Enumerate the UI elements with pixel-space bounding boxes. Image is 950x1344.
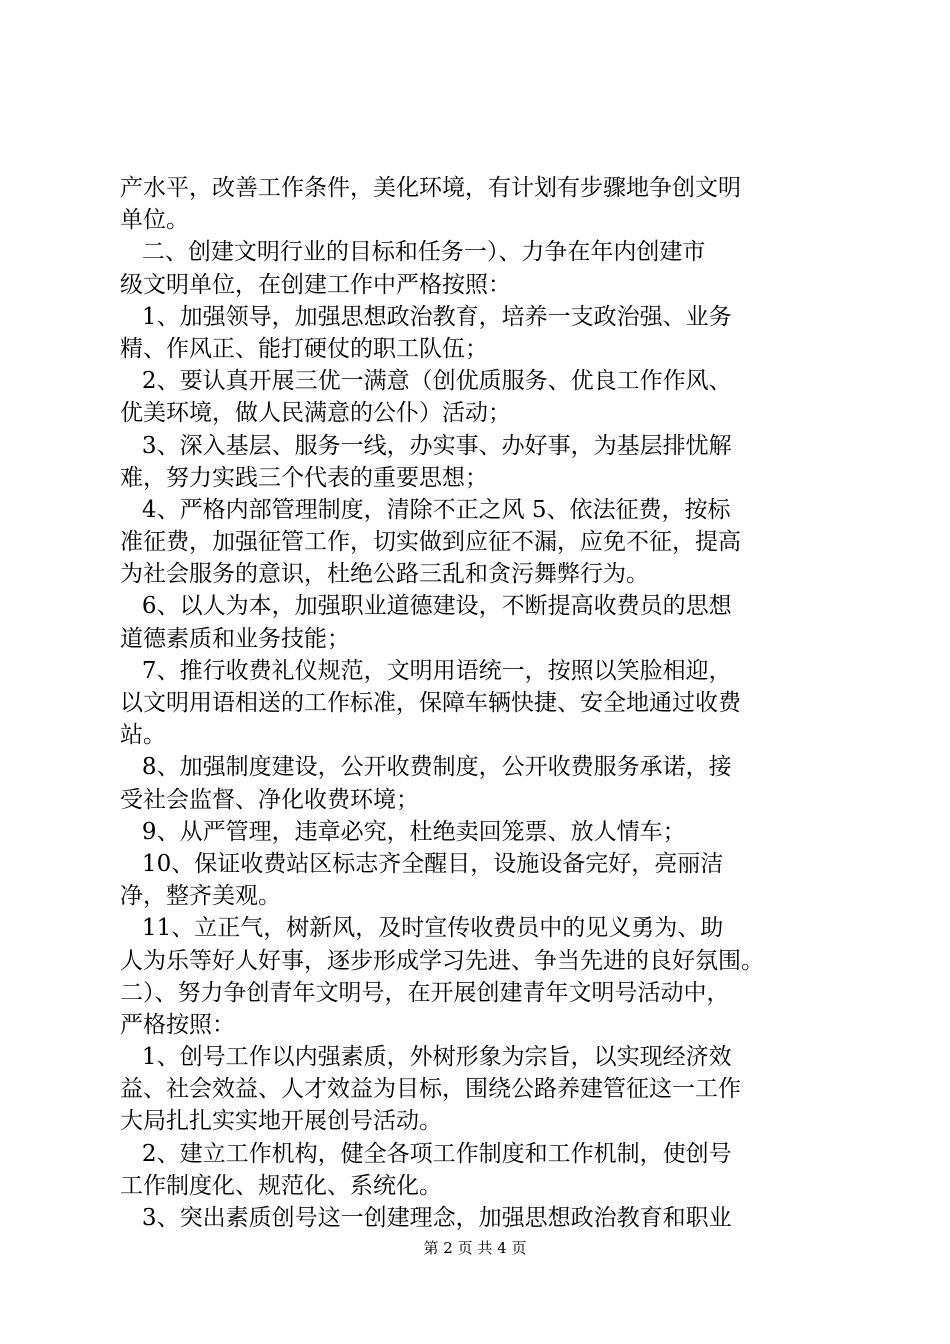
text-line: 净，整齐美观。 bbox=[120, 883, 281, 910]
text-line: 10、保证收费站区标志齐全醒目，设施设备完好，亮丽洁 bbox=[120, 850, 724, 877]
text-line: 1、加强领导，加强思想政治教育，培养一支政治强、业务 bbox=[120, 303, 732, 330]
text-line: 工作制度化、规范化、系统化。 bbox=[120, 1172, 442, 1199]
text-line: 8、加强制度建设，公开收费制度，公开收费服务承诺，接 bbox=[120, 754, 732, 781]
body-text bbox=[120, 172, 840, 1234]
text-line: 难，努力实践三个代表的重要思想； bbox=[120, 464, 488, 491]
text-line: 优美环境，做人民满意的公仆）活动； bbox=[120, 400, 511, 427]
text-line: 站。 bbox=[120, 722, 166, 749]
text-line: 2、要认真开展三优一满意（创优质服务、优良工作作风、 bbox=[120, 368, 732, 395]
text-line: 1、创号工作以内强素质，外树形象为宗旨，以实现经济效 bbox=[120, 1044, 732, 1071]
text-line: 大局扎扎实实地开展创号活动。 bbox=[120, 1108, 442, 1135]
text-line: 11、立正气，树新风，及时宣传收费员中的见义勇为、助 bbox=[120, 915, 724, 942]
text-line: 为社会服务的意识，杜绝公路三乱和贪污舞弊行为。 bbox=[120, 561, 649, 588]
text-line: 3、深入基层、服务一线，办实事、办好事，为基层排忧解 bbox=[120, 432, 732, 459]
text-line: 准征费，加强征管工作，切实做到应征不漏，应免不征，提高 bbox=[120, 529, 741, 556]
text-line: 受社会监督、净化收费环境； bbox=[120, 786, 419, 813]
text-line: 严格按照： bbox=[120, 1011, 235, 1038]
text-line: 3、突出素质创号这一创建理念，加强思想政治教育和职业 bbox=[120, 1205, 732, 1231]
text-line: 4、严格内部管理制度，清除不正之风 5、依法征费，按标 bbox=[120, 496, 731, 523]
page-footer bbox=[0, 1237, 950, 1259]
text-line: 以文明用语相送的工作标准，保障车辆快捷、安全地通过收费 bbox=[120, 690, 741, 716]
text-line: 6、以人为本，加强职业道德建设，不断提高收费员的思想 bbox=[120, 593, 732, 620]
text-line: 人为乐等好人好事，逐步形成学习先进、争当先进的良好氛围。 bbox=[120, 947, 764, 974]
text-line: 产水平，改善工作条件，美化环境，有计划有步骤地争创文明 bbox=[120, 175, 741, 201]
text-line: 单位。 bbox=[120, 207, 189, 234]
text-line: 二）、努力争创青年文明号，在开展创建青年文明号活动中， bbox=[120, 979, 730, 1006]
text-line: 级文明单位，在创建工作中严格按照： bbox=[120, 271, 511, 298]
text-line: 7、推行收费礼仪规范，文明用语统一，按照以笑脸相迎， bbox=[120, 657, 732, 684]
text-line: 9、从严管理，违章必究，杜绝卖回笼票、放人情车； bbox=[120, 818, 686, 845]
page-number: 第 2 页 共 4 页 bbox=[423, 1239, 527, 1257]
text-line: 道德素质和业务技能； bbox=[120, 625, 350, 652]
text-line: 益、社会效益、人才效益为目标，围绕公路养建管征这一工作 bbox=[120, 1076, 741, 1103]
text-line: 二、创建文明行业的目标和任务一）、力争在年内创建市 bbox=[120, 239, 706, 266]
text-line: 精、作风正、能打硬仗的职工队伍； bbox=[120, 335, 488, 362]
text-line: 2、建立工作机构，健全各项工作制度和工作机制，使创号 bbox=[120, 1140, 732, 1167]
